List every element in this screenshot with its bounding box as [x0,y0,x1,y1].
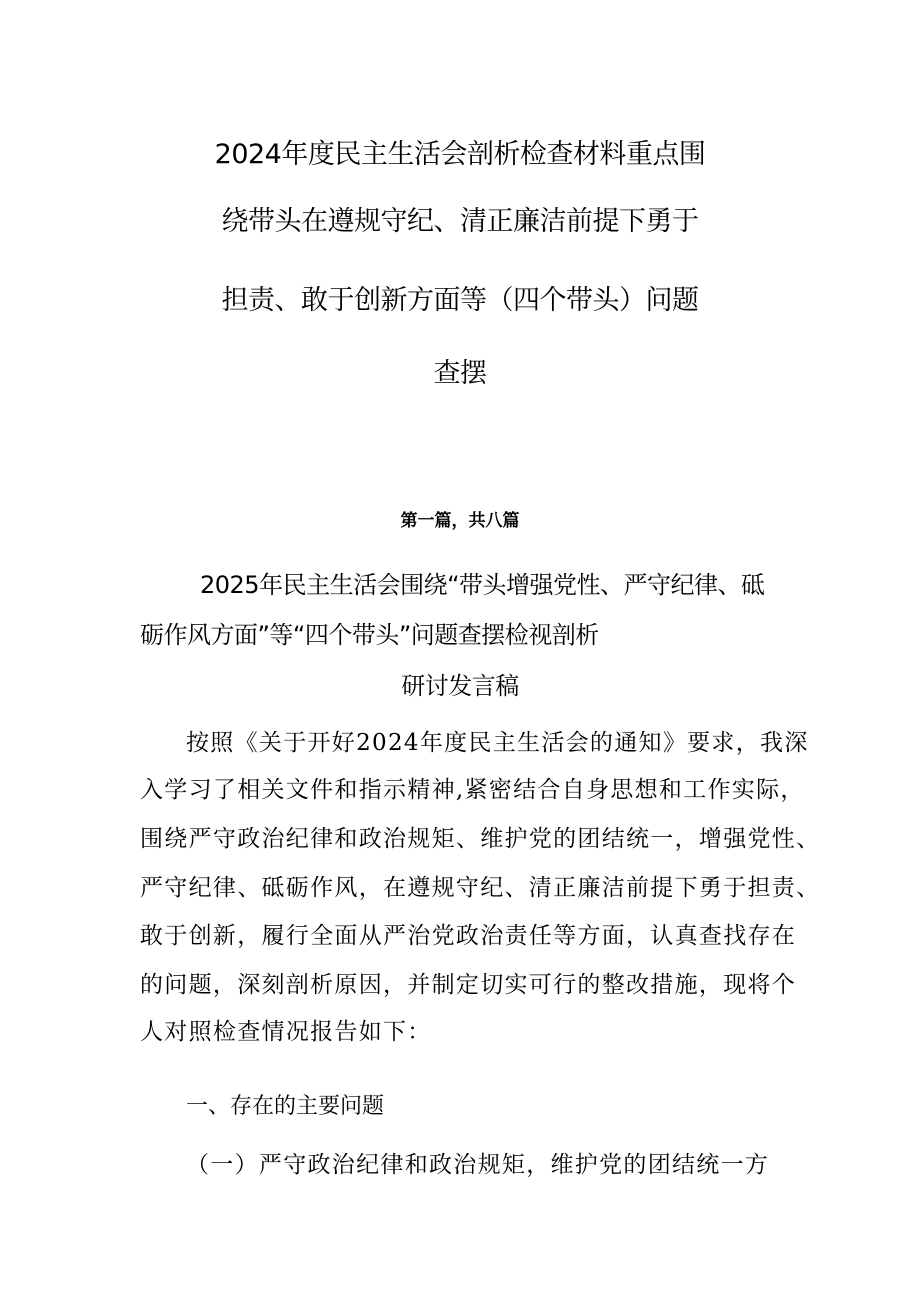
subsection-line: （一）严守政治纪律和政治规矩，维护党的团结统一方 [186,1152,770,1178]
part-label: 第一篇，共八篇 [400,511,520,531]
subtitle-line-3: 研讨发言稿 [401,672,519,700]
paragraph-line-2: 入学习了相关文件和指示精神,紧密结合自身思想和工作实际， [140,777,805,803]
paragraph-line-4: 严守纪律、砥砺作风，在遵规守纪、清正廉洁前提下勇于担责、 [140,875,821,901]
paragraph-line-3: 围绕严守政治纪律和政治规矩、维护党的团结统一，增强党性、 [140,826,821,852]
subtitle-line-2: 砺作风方面”等“四个带头”问题查摆检视剖析 [140,621,599,649]
section-heading: 一、存在的主要问题 [186,1094,385,1119]
paragraph-line-5: 敢于创新，履行全面从严治党政治责任等方面，认真查找存在 [140,923,797,949]
document-title-line-4: 查摆 [433,358,487,389]
paragraph-line-7: 人对照检查情况报告如下： [140,1019,432,1045]
document-title-line-1: 2024年度民主生活会剖析检查材料重点围 [214,139,706,170]
paragraph-line-1: 按照《关于开好2024年度民主生活会的通知》要求，我深 [186,730,809,756]
document-title-line-3: 担责、敢于创新方面等（四个带头）问题 [221,285,699,316]
document-title-line-2: 绕带头在遵规守纪、清正廉洁前提下勇于 [221,206,699,237]
subtitle-line-1: 2025年民主生活会围绕“带头增强党性、严守纪律、砥 [200,571,765,599]
paragraph-line-6: 的问题，深刻剖析原因，并制定切实可行的整改措施，现将个 [140,972,797,998]
